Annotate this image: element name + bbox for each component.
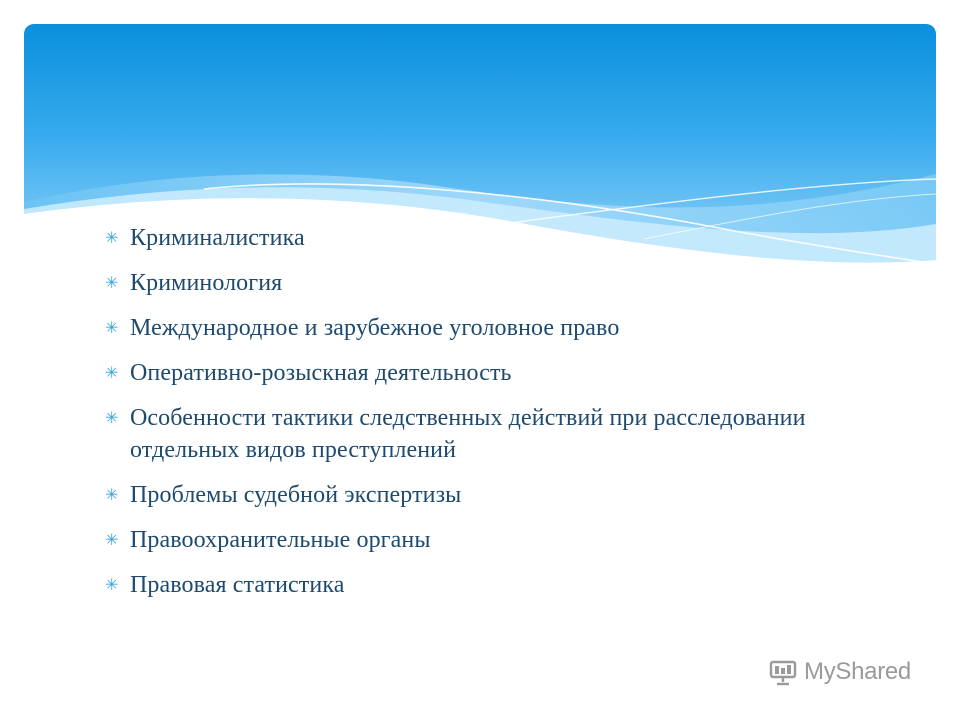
list-item-text: Оперативно-розыскная деятельность [130, 360, 512, 386]
list-item-text: Правовая статистика [130, 572, 345, 598]
list-item-text: Правоохранительные органы [130, 527, 431, 553]
asterisk-icon: ✳ [105, 408, 119, 427]
watermark [768, 656, 911, 688]
list-item [105, 357, 885, 389]
asterisk-icon: ✳ [105, 485, 119, 504]
asterisk-icon: ✳ [105, 530, 119, 549]
list-item [105, 524, 885, 556]
list-item [105, 569, 885, 601]
list-item-text: Проблемы судебной экспертизы [130, 482, 462, 508]
list-item [105, 267, 885, 299]
asterisk-icon: ✳ [105, 363, 119, 382]
asterisk-icon: ✳ [105, 273, 119, 292]
bullet-list [105, 222, 885, 614]
list-item [105, 312, 885, 344]
list-item-text: Криминология [130, 270, 283, 296]
list-item [105, 479, 885, 511]
asterisk-icon: ✳ [105, 575, 119, 594]
asterisk-icon: ✳ [105, 318, 119, 337]
list-item-text: Особенности тактики следственных действий при расследовании отдельных видов преступлений [130, 405, 806, 463]
list-item [105, 222, 885, 254]
asterisk-icon: ✳ [105, 228, 119, 247]
list-item-text: Криминалистика [130, 225, 305, 251]
watermark-text: MyShared [804, 658, 911, 685]
list-item-text: Международное и зарубежное уголовное право [130, 315, 620, 341]
presentation-icon [768, 657, 798, 687]
list-item [105, 402, 885, 466]
